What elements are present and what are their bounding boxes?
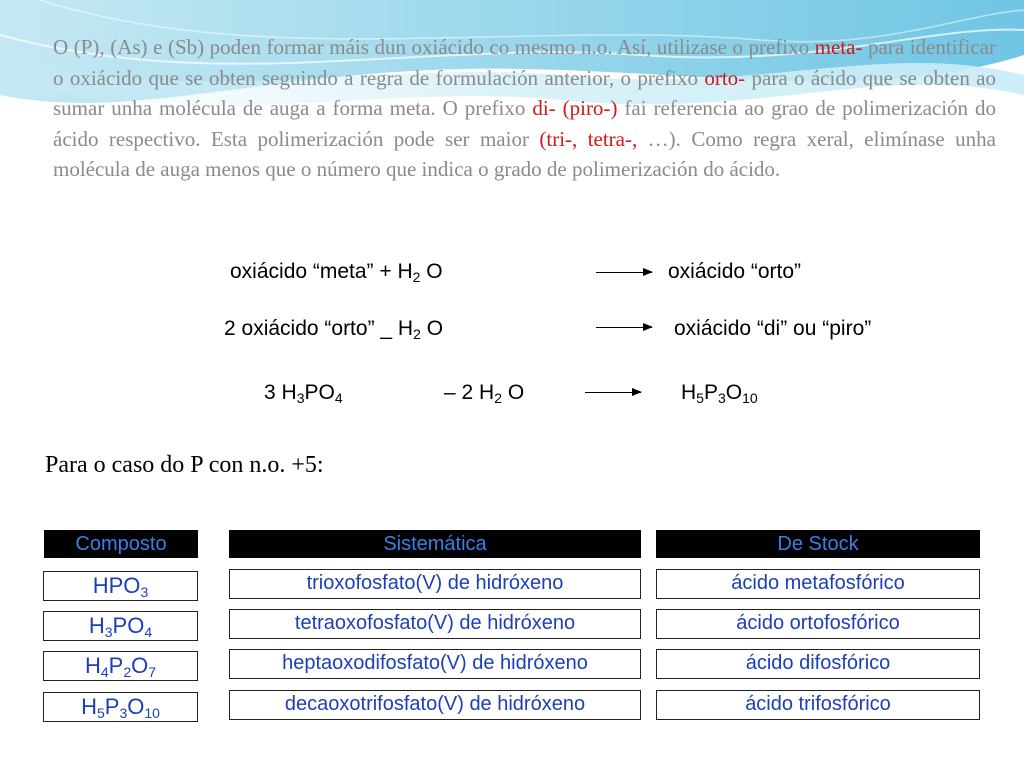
reaction-arrow-icon xyxy=(585,392,641,393)
equation-meta-lhs: oxiácido “meta” + $H_2$ O xyxy=(230,260,443,285)
formula-cell: $H_5P_3O_{10}$ xyxy=(43,692,198,722)
sistematica-cell: decaoxotrifosfato(V) de hidróxeno xyxy=(229,690,641,720)
formula-cell: $H_3PO_4$ xyxy=(43,611,198,641)
intro-text: para identificar o oxiácido que se obten seguindo a regra de formulación anterior, o prefixo xyxy=(53,35,997,90)
intro-text xyxy=(556,96,563,120)
prefix-meta: meta- xyxy=(814,35,863,59)
reaction-arrow-icon xyxy=(596,327,652,328)
sistematica-cell: trioxofosfato(V) de hidróxeno xyxy=(229,569,641,599)
formula-cell: $H_4P_2O_7$ xyxy=(43,651,198,681)
stock-cell: ácido metafosfórico xyxy=(656,569,980,599)
paren-open: ( xyxy=(562,96,570,120)
stock-cell: ácido ortofosfórico xyxy=(656,609,980,639)
sistematica-cell: tetraoxofosfato(V) de hidróxeno xyxy=(229,609,641,639)
sistematica-cell: heptaoxodifosfato(V) de hidróxeno xyxy=(229,649,641,679)
equation-water-removed: – 2 $H_2$ O xyxy=(444,381,525,406)
equation-phosphoric-reactant: 3 $H_3PO_4$ xyxy=(264,381,343,406)
intro-paragraph xyxy=(53,32,996,185)
intro-text: …). Como regra xeral, elimínase unha molécula de auga menos que o número que indica o grado de polimerización do ácido. xyxy=(53,126,996,181)
stock-cell: ácido trifosfórico xyxy=(656,690,980,720)
header-sistematica: Sistemática xyxy=(229,530,641,558)
section-subtitle: Para o caso do P con n.o. +5: xyxy=(45,452,324,478)
stock-cell: ácido difosfórico xyxy=(656,649,980,679)
reaction-arrow-icon xyxy=(596,272,652,273)
paren-close: ) xyxy=(610,96,618,120)
intro-text: para o ácido que se obten ao sumar unha molécula de auga a forma meta. O prefixo xyxy=(53,65,997,120)
equation-orto-lhs: 2 oxiácido “orto” _ $H_2$ O xyxy=(224,317,444,342)
equation-phosphoric-product: $H_5P_3O_{10}$ xyxy=(681,381,758,406)
intro-text: fai referencia ao grao de polimerización do ácido respectivo. Esta polimerización pode ser maior xyxy=(53,96,997,151)
formula-cell: $HPO_3$ xyxy=(43,571,198,601)
prefix-di: di- xyxy=(532,96,556,120)
intro-text: O (P), (As) e (Sb) poden formar máis dun oxiácido co mesmo n.o. Así, utilizase o prefixo xyxy=(53,35,815,59)
equation-meta-rhs: oxiácido “orto” xyxy=(668,260,802,283)
header-composto: Composto xyxy=(44,530,198,558)
prefix-tri-tetra: (tri-, tetra-, xyxy=(539,126,638,151)
prefix-orto: orto- xyxy=(704,65,746,90)
prefix-piro: piro- xyxy=(569,96,611,120)
header-stock: De Stock xyxy=(656,530,980,558)
equation-orto-rhs: oxiácido “di” ou “piro” xyxy=(674,317,872,340)
